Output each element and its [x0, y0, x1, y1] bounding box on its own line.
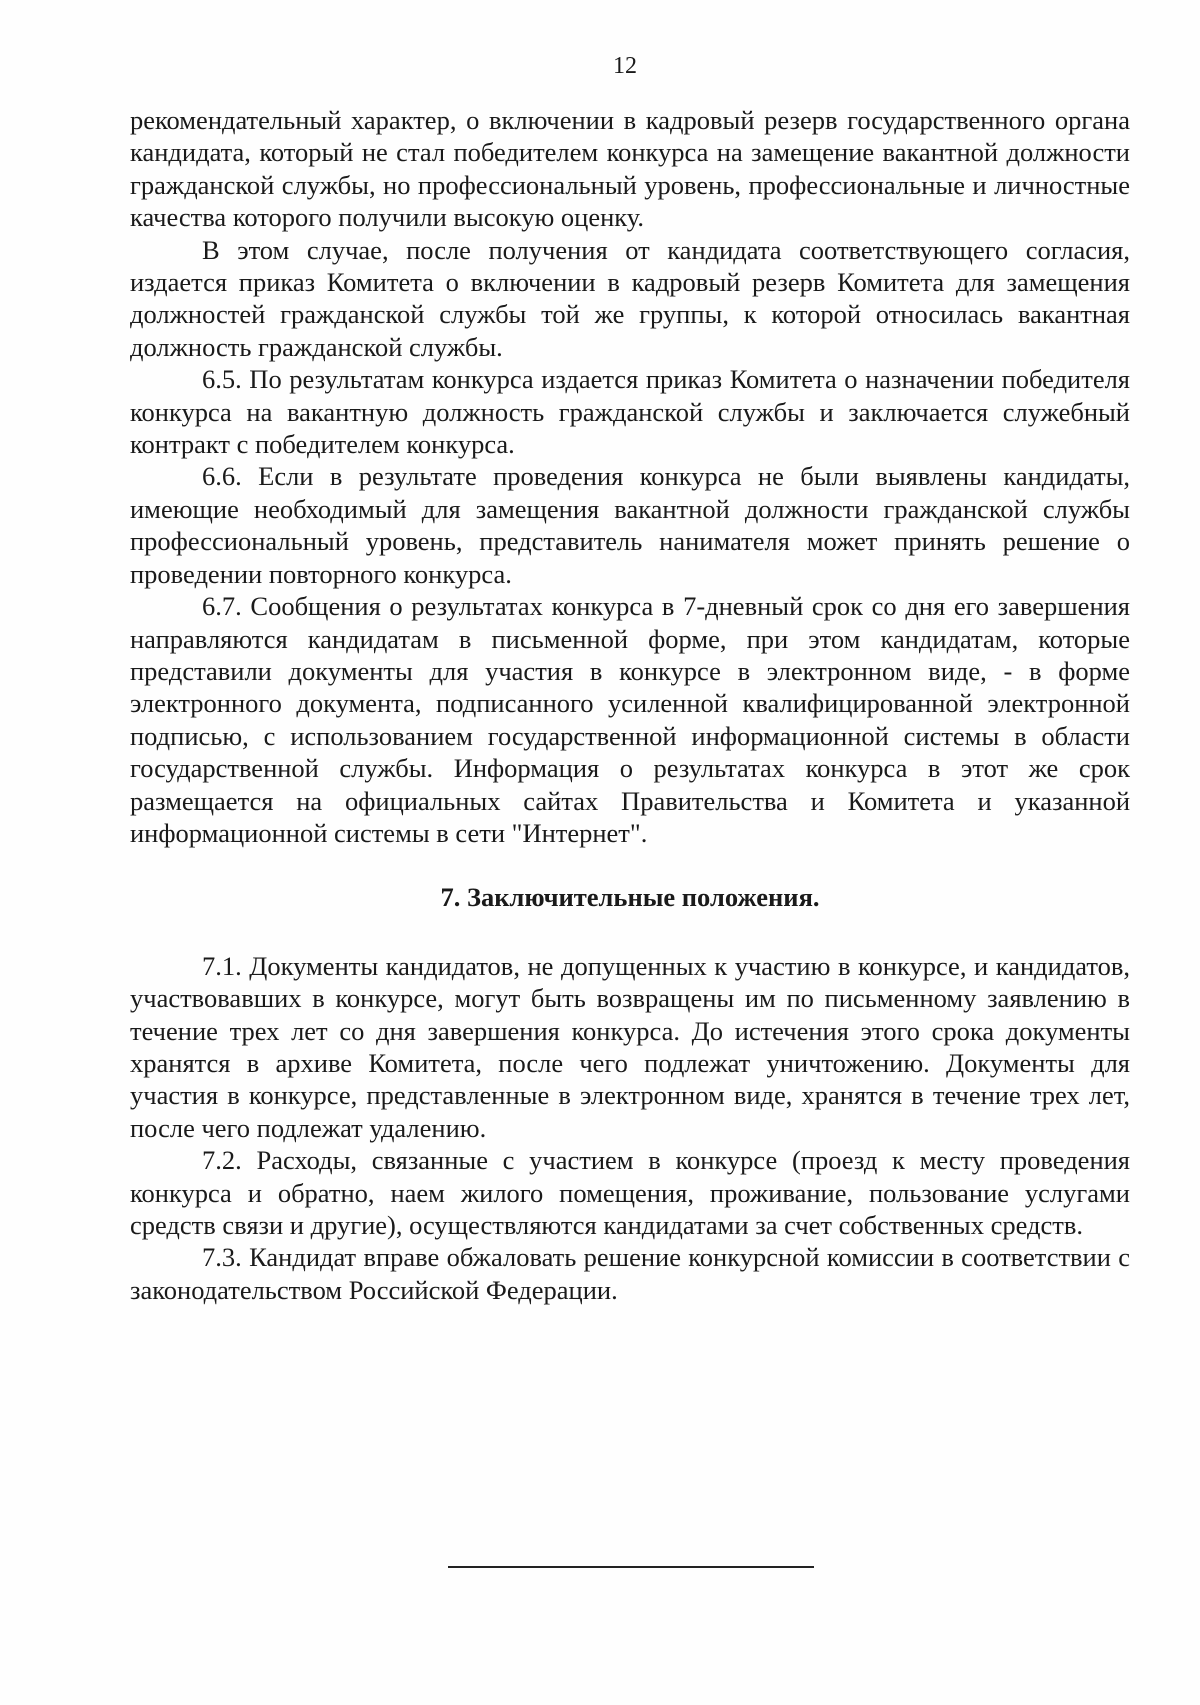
paragraph-7-3: 7.3. Кандидат вправе обжаловать решение конкурсной комиссии в соответствии с законодательством Российской Федерации.: [130, 1242, 1130, 1305]
paragraph-6-7: 6.7. Сообщения о результатах конкурса в 7-дневный срок со дня его завершения направляются кандидатам в письменной форме, при этом кандидатам, которые представили документы для участия в конкурсе в электронном виде, - в форме электронного документа, подписанного усиленной квалифицированной электронной подписью, с использованием государственной информационной системы в области государственной службы. Информация о результатах конкурса в этот же срок размещается на официальных сайтах Правительства и Комитета и указанной информационной системы в сети "Интернет".: [130, 591, 1130, 848]
document-body: [130, 104, 1130, 1306]
section-title-final-provisions: 7. Заключительные положения.: [440, 882, 820, 913]
paragraph-reserve-case: В этом случае, после получения от кандидата соответствующего согласия, издается приказ Комитета о включении в кадровый резерв Комитета для замещения должностей гражданской службы той же группы, к которой относилась вакантная должность гражданской службы.: [130, 234, 1130, 362]
paragraph-6-5: 6.5. По результатам конкурса издается приказ Комитета о назначении победителя конкурса на вакантную должность гражданской службы и заключается служебный контракт с победителем конкурса.: [130, 364, 1130, 460]
end-of-document-rule: [448, 1566, 814, 1568]
paragraph-7-2: 7.2. Расходы, связанные с участием в конкурсе (проезд к месту проведения конкурса и обратно, наем жилого помещения, проживание, пользование услугами средств связи и другие), осуществляются кандидатами за счет собственных средств.: [130, 1145, 1130, 1240]
paragraph-7-1: 7.1. Документы кандидатов, не допущенных к участию в конкурсе, и кандидатов, участвовавших в конкурсе, могут быть возвращены им по письменному заявлению в течение трех лет со дня завершения конкурса. До истечения этого срока документы хранятся в архиве Комитета, после чего подлежат уничтожению. Документы для участия в конкурсе, представленные в электронном виде, хранятся в течение трех лет, после чего подлежат удалению.: [130, 950, 1130, 1143]
paragraph-recommendation: рекомендательный характер, о включении в кадровый резерв государственного органа кандидата, который не стал победителем конкурса на замещение вакантной должности гражданской службы, но профессиональный уровень, профессиональные и личностные качества которого получили высокую оценку.: [130, 105, 1130, 233]
paragraph-6-6: 6.6. Если в результате проведения конкурса не были выявлены кандидаты, имеющие необходимый для замещения вакантной должности гражданской службы профессиональный уровень, представитель нанимателя может принять решение о проведении повторного конкурса.: [130, 461, 1130, 589]
page-number: 12: [613, 53, 637, 79]
